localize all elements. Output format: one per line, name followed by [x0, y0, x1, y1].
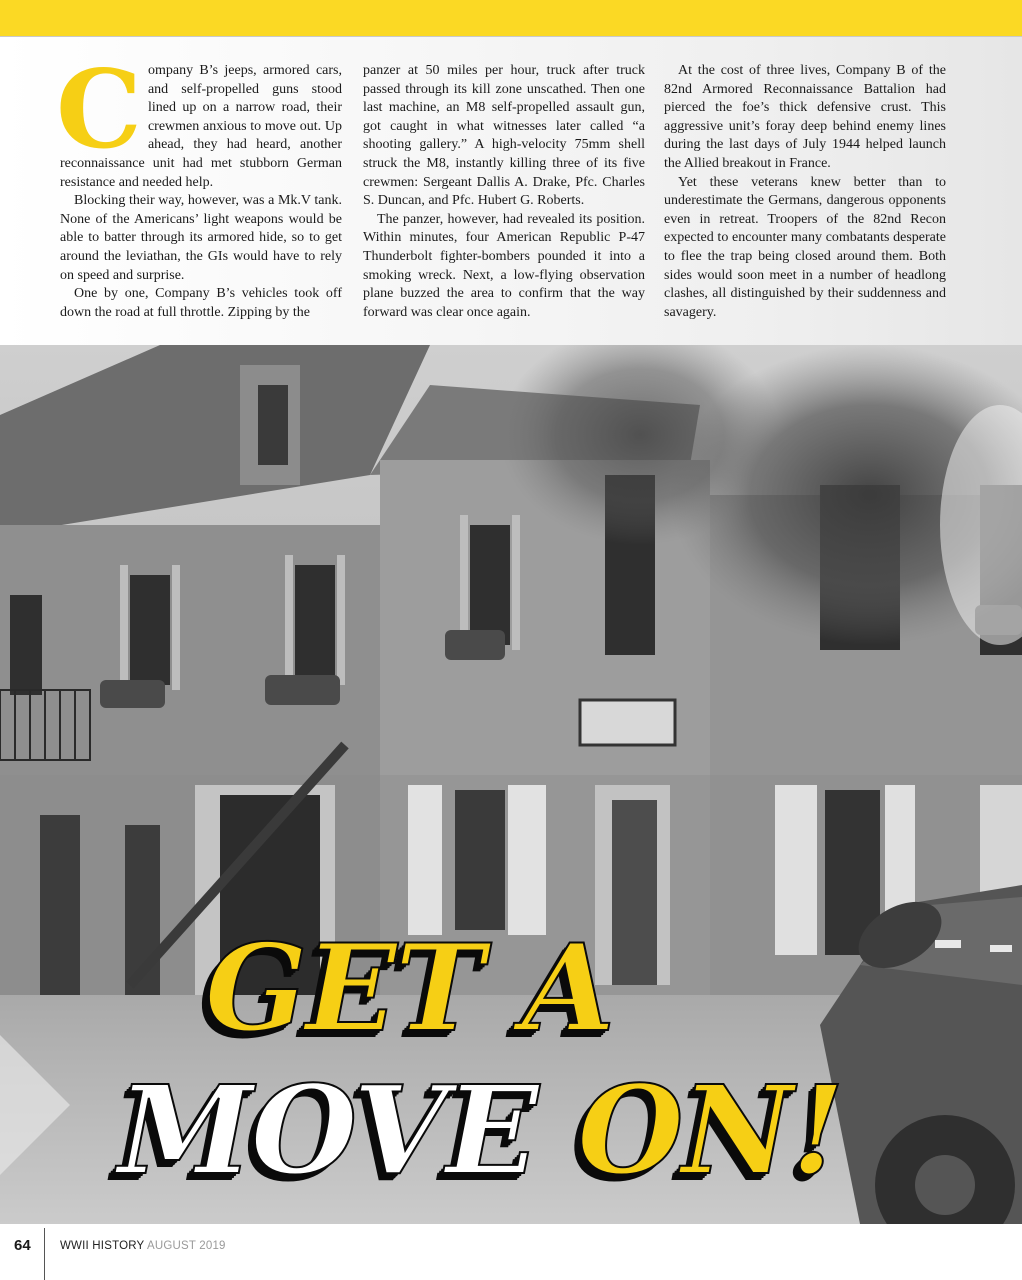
paragraph: Blocking their way, however, was a Mk.V tank. None of the Americans’ light weapons would be able to batter through its armored hide, so to get around the leviathan, the GIs would have to rely on speed and surprise. — [60, 193, 342, 283]
headline-text: GET A — [205, 918, 614, 1059]
article-column-2 — [363, 62, 645, 322]
issue-date: AUGUST 2019 — [146, 1240, 226, 1252]
paragraph: One by one, Company B’s vehicles took off down the road at full throttle. Zipping by the — [60, 286, 342, 320]
drop-cap: C — [56, 47, 142, 173]
article-column-3 — [664, 62, 946, 322]
paragraph: Yet these veterans knew better than to underestimate the Germans, dangerous opponents even in retreat. Troopers of the 82nd Recon expected to encounter many combatants desperate to flee the trap being closed around them. Both sides would soon meet in a number of headlong clashes, all distinguished by their suddenness and savagery. — [664, 174, 946, 320]
article-column-1 — [56, 47, 342, 322]
paragraph: The panzer, however, had revealed its position. Within minutes, four American Republic P-47 Thunderbolt fighter-bombers pounded it into a smoking wreck. Next, a low-flying observation plane buzzed the area to confirm that the way forward was clear once again. — [363, 211, 645, 320]
paragraph: panzer at 50 miles per hour, truck after truck passed through its kill zone unscathed. Then one last machine, an M8 self-propelled assault gun, got caught in what witnesses later called “a shooting gallery.” A high-velocity 75mm shell struck the M8, instantly killing three of its five crewmen: Sergeant Dallis A. Drake, Pfc. Charles S. Duncan, and Pfc. Hubert G. Roberts. — [363, 63, 645, 209]
page-number: 64 — [14, 1237, 31, 1254]
folio-line — [60, 1240, 226, 1252]
headline-word-on: ON! — [577, 1058, 843, 1202]
headline-line-1 — [205, 918, 613, 1059]
headline-line-2 — [118, 1058, 843, 1202]
shop-sign — [580, 700, 675, 745]
paragraph: At the cost of three lives, Company B of the 82nd Armored Reconnaissance Battalion had pierced the foe’s thick defensive crust. This aggressive unit’s foray deep behind enemy lines during the last days of July 1944 helped launch the Allied breakout in France. — [664, 63, 946, 171]
headline-word-move: MOVE — [118, 1058, 537, 1202]
paragraph: ompany B’s jeeps, armored cars, and self-propelled guns stood lined up on a narrow road, their crewmen anxious to move out. Up ahead, they had heard, another reconnaissance unit had met stubborn German resistance and needed help. — [60, 63, 342, 190]
top-yellow-band — [0, 0, 1022, 36]
magazine-name: WWII HISTORY — [60, 1240, 145, 1252]
page-footer — [0, 1224, 1022, 1280]
footer-divider — [44, 1228, 45, 1280]
